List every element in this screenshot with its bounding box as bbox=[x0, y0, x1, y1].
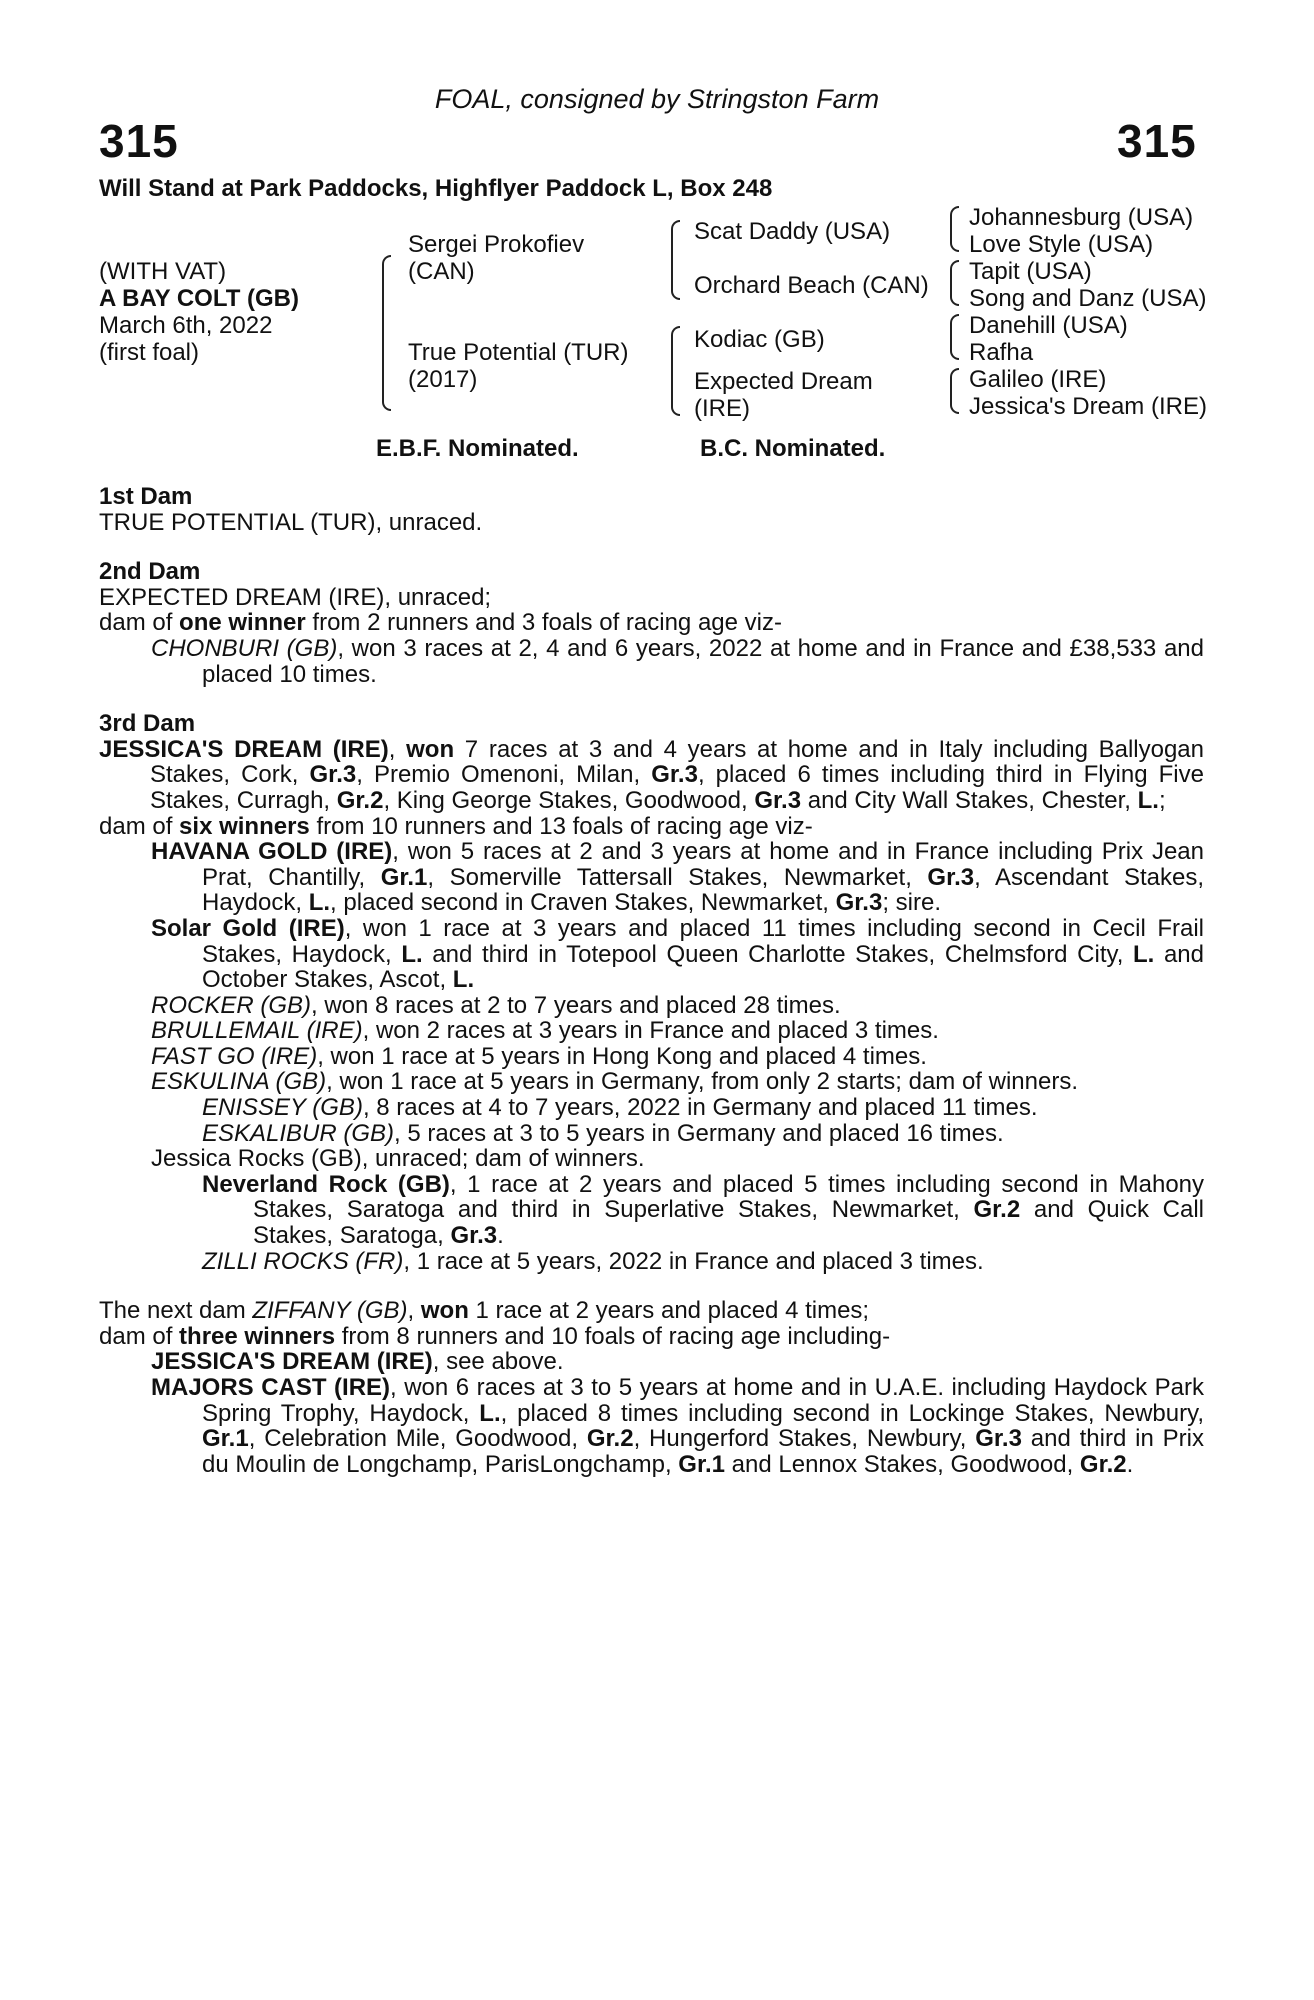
progeny-entry: FAST GO (IRE), won 1 race at 5 years in Hong Kong and placed 4 times. bbox=[151, 1042, 927, 1070]
ancestor: Johannesburg (USA) bbox=[969, 204, 1194, 231]
pedigree-brace bbox=[950, 260, 959, 306]
progeny-entry: CHONBURI (GB), won 3 races at 2, 4 and 6 years, 2022 at home and in France and £38,533 and placed 10 times. bbox=[151, 634, 1204, 688]
dam-year: (2017) bbox=[408, 366, 478, 393]
lot-number-left: 315 bbox=[99, 115, 179, 167]
progeny-entry: JESSICA'S DREAM (IRE), see above. bbox=[151, 1348, 564, 1376]
dam-dam-name: Expected Dream bbox=[694, 368, 873, 395]
first-dam-text: TRUE POTENTIAL (TUR), unraced. bbox=[99, 508, 483, 536]
bc-nomination: B.C. Nominated. bbox=[700, 435, 886, 462]
grand-progeny-entry: ZILLI ROCKS (FR), 1 race at 5 years, 2022 in France and placed 3 times. bbox=[202, 1247, 984, 1275]
ebf-nomination: E.B.F. Nominated. bbox=[376, 435, 579, 462]
pedigree-brace bbox=[382, 255, 391, 411]
progeny-entry: MAJORS CAST (IRE), won 6 races at 3 to 5 years at home and in U.A.E. including Haydock Park Spring Trophy, Haydock, L., placed 8 times including second in Lockinge Stakes, Newbury, Gr.1, Celebration Mile, Goodwood, Gr.2, Hungerford Stakes, Newbury, Gr.3 and third in Prix du Moulin de Longchamp, ParisLongchamp, Gr.1 and Lennox Stakes, Goodwood, Gr.2. bbox=[151, 1374, 1205, 1478]
progeny-entry: HAVANA GOLD (IRE), won 5 races at 2 and 3 years at home and in France including Prix Jean Prat, Chantilly, Gr.1, Somerville Tattersall Stakes, Newmarket, Gr.3, Ascendant Stakes, Haydock, L., placed second in Craven Stakes, Newmarket, Gr.3; sire. bbox=[151, 838, 1204, 917]
ancestor: Tapit (USA) bbox=[969, 258, 1092, 285]
grand-progeny-entry: ESKALIBUR (GB), 5 races at 3 to 5 years in Germany and placed 16 times. bbox=[202, 1119, 1004, 1147]
sire bbox=[408, 231, 584, 285]
ancestor: Rafha bbox=[969, 339, 1034, 366]
dam-of-line: dam of six winners from 10 runners and 13 foals of racing age viz- bbox=[99, 812, 813, 840]
ancestor: Song and Danz (USA) bbox=[969, 285, 1207, 312]
progeny-entry: ESKULINA (GB), won 1 race at 5 years in Germany, from only 2 starts; dam of winners. bbox=[151, 1068, 1079, 1096]
dam-name: True Potential (TUR) bbox=[408, 339, 629, 366]
horse-name: A BAY COLT (GB) bbox=[99, 285, 300, 312]
vat-note: (WITH VAT) bbox=[99, 258, 227, 285]
section-title: 1st Dam bbox=[99, 483, 193, 510]
dam-sire: Kodiac (GB) bbox=[694, 326, 825, 353]
dam-of-line: dam of three winners from 8 runners and 10 foals of racing age including- bbox=[99, 1322, 891, 1350]
stand-location: Will Stand at Park Paddocks, Highflyer Paddock L, Box 248 bbox=[99, 175, 773, 202]
dam bbox=[408, 339, 629, 393]
lot-number-right: 315 bbox=[1117, 115, 1197, 167]
progeny-entry: BRULLEMAIL (IRE), won 2 races at 3 years in France and placed 3 times. bbox=[151, 1017, 939, 1045]
foal-note: (first foal) bbox=[99, 339, 200, 366]
horse-dob: March 6th, 2022 bbox=[99, 312, 273, 339]
sire-sire: Scat Daddy (USA) bbox=[694, 218, 891, 245]
progeny-entry: Solar Gold (IRE), won 1 race at 3 years and placed 11 times including second in Cecil Frail Stakes, Haydock, L. and third in Totepool Queen Charlotte Stakes, Chelmsford City, L. and October Stakes, Ascot, L. bbox=[151, 914, 1204, 994]
grand-progeny-entry: ENISSEY (GB), 8 races at 4 to 7 years, 2022 in Germany and placed 11 times. bbox=[202, 1094, 1038, 1122]
grand-progeny-entry: Neverland Rock (GB), 1 race at 2 years and placed 5 times including second in Mahony Stakes, Saratoga and third in Superlative Stakes, Newmarket, Gr.2 and Quick Call Stakes, Saratoga, Gr.3. bbox=[202, 1170, 1205, 1250]
catalogue-body bbox=[99, 484, 1204, 1477]
ancestor: Danehill (USA) bbox=[969, 312, 1128, 339]
progeny-entry: Jessica Rocks (GB), unraced; dam of winners. bbox=[151, 1145, 645, 1173]
section-title: 2nd Dam bbox=[99, 558, 201, 586]
ancestor: Love Style (USA) bbox=[969, 231, 1154, 258]
dam-dam-country: (IRE) bbox=[694, 395, 750, 422]
pedigree-brace bbox=[950, 314, 959, 360]
second-dam-line: EXPECTED DREAM (IRE), unraced; bbox=[99, 583, 492, 611]
pedigree-brace bbox=[950, 368, 959, 414]
third-dam-record: JESSICA'S DREAM (IRE), won 7 races at 3 and 4 years at home and in Italy including Ballyogan Stakes, Cork, Gr.3, Premio Omenoni, Milan, Gr.3, placed 6 times including third in Flying Five Stakes, Curragh, Gr.2, King George Stakes, Goodwood, Gr.3 and City Wall Stakes, Chester, L.; bbox=[99, 735, 1205, 814]
pedigree-brace bbox=[671, 326, 680, 416]
progeny-entry: ROCKER (GB), won 8 races at 2 to 7 years and placed 28 times. bbox=[151, 991, 841, 1019]
pedigree-brace bbox=[671, 220, 680, 300]
consignor-line: FOAL, consigned by Stringston Farm bbox=[434, 84, 880, 114]
dam-dam bbox=[694, 368, 873, 422]
gen3-ancestors bbox=[969, 204, 1207, 420]
section-title: 3rd Dam bbox=[99, 710, 196, 738]
sire-name: Sergei Prokofiev bbox=[408, 231, 585, 258]
sire-dam: Orchard Beach (CAN) bbox=[694, 272, 929, 299]
ancestor: Galileo (IRE) bbox=[969, 366, 1107, 393]
dam-of-line: dam of one winner from 2 runners and 3 foals of racing age viz- bbox=[99, 609, 782, 637]
next-dam-record: The next dam ZIFFANY (GB), won 1 race at 2 years and placed 4 times; bbox=[99, 1297, 870, 1325]
ancestor: Jessica's Dream (IRE) bbox=[969, 393, 1207, 420]
horse-info bbox=[99, 258, 299, 366]
sire-country: (CAN) bbox=[408, 258, 475, 285]
pedigree-brace bbox=[950, 206, 959, 252]
